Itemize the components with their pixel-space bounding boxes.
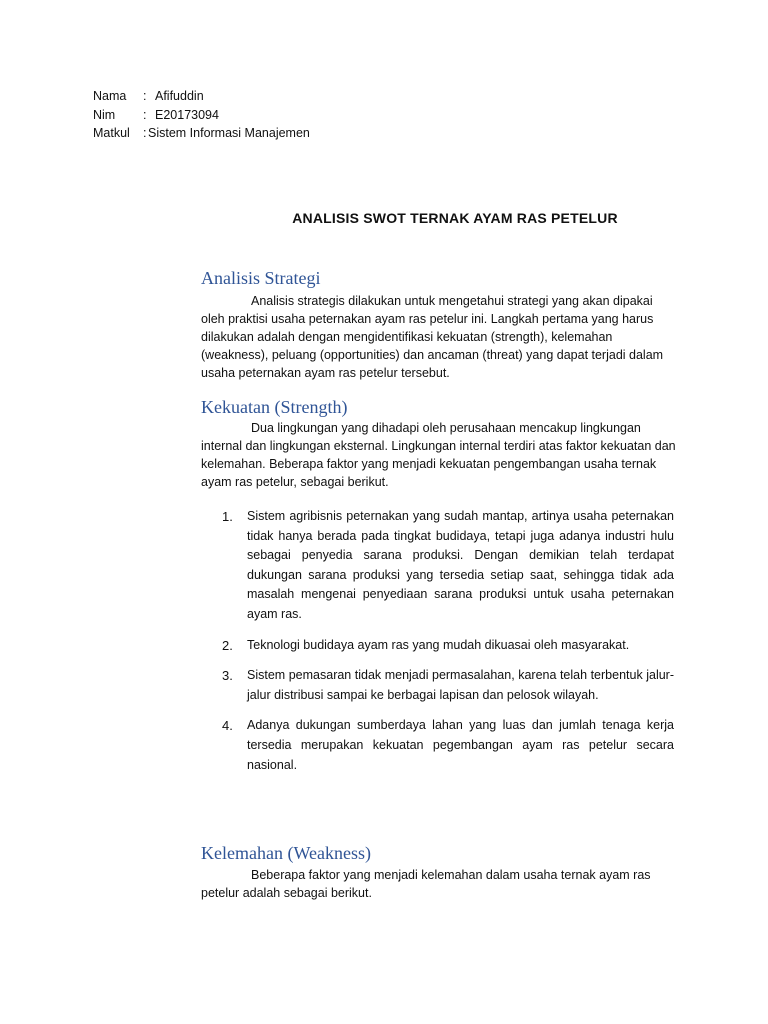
list-number: 3. bbox=[222, 668, 233, 684]
info-row-nama bbox=[93, 87, 310, 106]
strength-list bbox=[222, 507, 674, 786]
paragraph-kelemahan bbox=[201, 866, 676, 902]
paragraph-analisis-strategi bbox=[201, 292, 676, 382]
heading-kelemahan: Kelemahan (Weakness) bbox=[201, 843, 371, 863]
heading-kekuatan: Kekuatan (Strength) bbox=[201, 397, 348, 417]
info-row-matkul bbox=[93, 124, 310, 143]
info-value: Sistem Informasi Manajemen bbox=[148, 126, 310, 140]
heading-analisis-strategi: Analisis Strategi bbox=[201, 268, 321, 288]
info-value: Afifuddin bbox=[155, 89, 204, 103]
list-text: Teknologi budidaya ayam ras yang mudah dikuasai oleh masyarakat. bbox=[247, 637, 630, 652]
paragraph-text: Analisis strategis dilakukan untuk mengetahui strategi yang akan dipakai oleh praktisi usaha peternakan ayam ras petelur ini. Langkah pertama yang harus dilakukan adalah dengan mengidentifikasi kekuatan (strength), kelemahan (weakness), peluang (opportunities) dan ancaman (threat) yang dapat terjadi dalam usaha peternakan ayam ras petelur tersebut. bbox=[201, 294, 664, 380]
list-number: 1. bbox=[222, 509, 233, 524]
paragraph-text: Beberapa faktor yang menjadi kelemahan dalam usaha ternak ayam ras petelur adalah sebagai berikut. bbox=[201, 868, 651, 900]
list-text: Sistem pemasaran tidak menjadi permasalahan, karena telah terbentuk jalur-jalur distribusi sampai ke berbagai lapisan dan pelosok wilayah. bbox=[247, 668, 674, 702]
info-value: E20173094 bbox=[155, 107, 219, 122]
document-title: ANALISIS SWOT TERNAK AYAM RAS PETELUR bbox=[292, 210, 618, 226]
list-number: 4. bbox=[222, 718, 233, 734]
paragraph-kekuatan bbox=[201, 419, 676, 491]
list-text: Adanya dukungan sumberdaya lahan yang luas dan jumlah tenaga kerja tersedia merupakan kekuatan pegembangan ayam ras petelur secara nasional. bbox=[247, 718, 674, 772]
info-separator: : bbox=[143, 126, 147, 140]
student-info bbox=[93, 87, 310, 143]
list-item bbox=[222, 507, 674, 625]
list-item bbox=[222, 716, 674, 775]
list-item bbox=[222, 666, 674, 705]
info-row-nim bbox=[93, 106, 310, 125]
paragraph-text: Dua lingkungan yang dihadapi oleh perusahaan mencakup lingkungan internal dan lingkungan eksternal. Lingkungan internal terdiri atas faktor kekuatan dan kelemahan. Beberapa faktor yang menjadi kekuatan pengembangan usaha ternak ayam ras petelur, sebagai berikut. bbox=[201, 421, 676, 489]
list-number: 2. bbox=[222, 637, 233, 653]
list-text: Sistem agribisnis peternakan yang sudah mantap, artinya usaha peternakan tidak hanya berada pada tingkat budidaya, tetapi juga adanya industri hulu sebagai penyedia sarana produksi. Dengan demikian telah terdapat dukungan sarana produksi yang tersedia setiap saat, sehingga tidak ada masalah mengenai penyediaan sarana produksi untuk usaha peternakan ayam ras. bbox=[247, 509, 674, 621]
info-separator: : bbox=[143, 107, 147, 122]
info-label: Nama bbox=[93, 89, 127, 103]
info-label: Matkul bbox=[93, 126, 130, 140]
info-separator: : bbox=[143, 89, 147, 103]
list-item bbox=[222, 636, 674, 656]
info-label: Nim bbox=[93, 107, 116, 122]
